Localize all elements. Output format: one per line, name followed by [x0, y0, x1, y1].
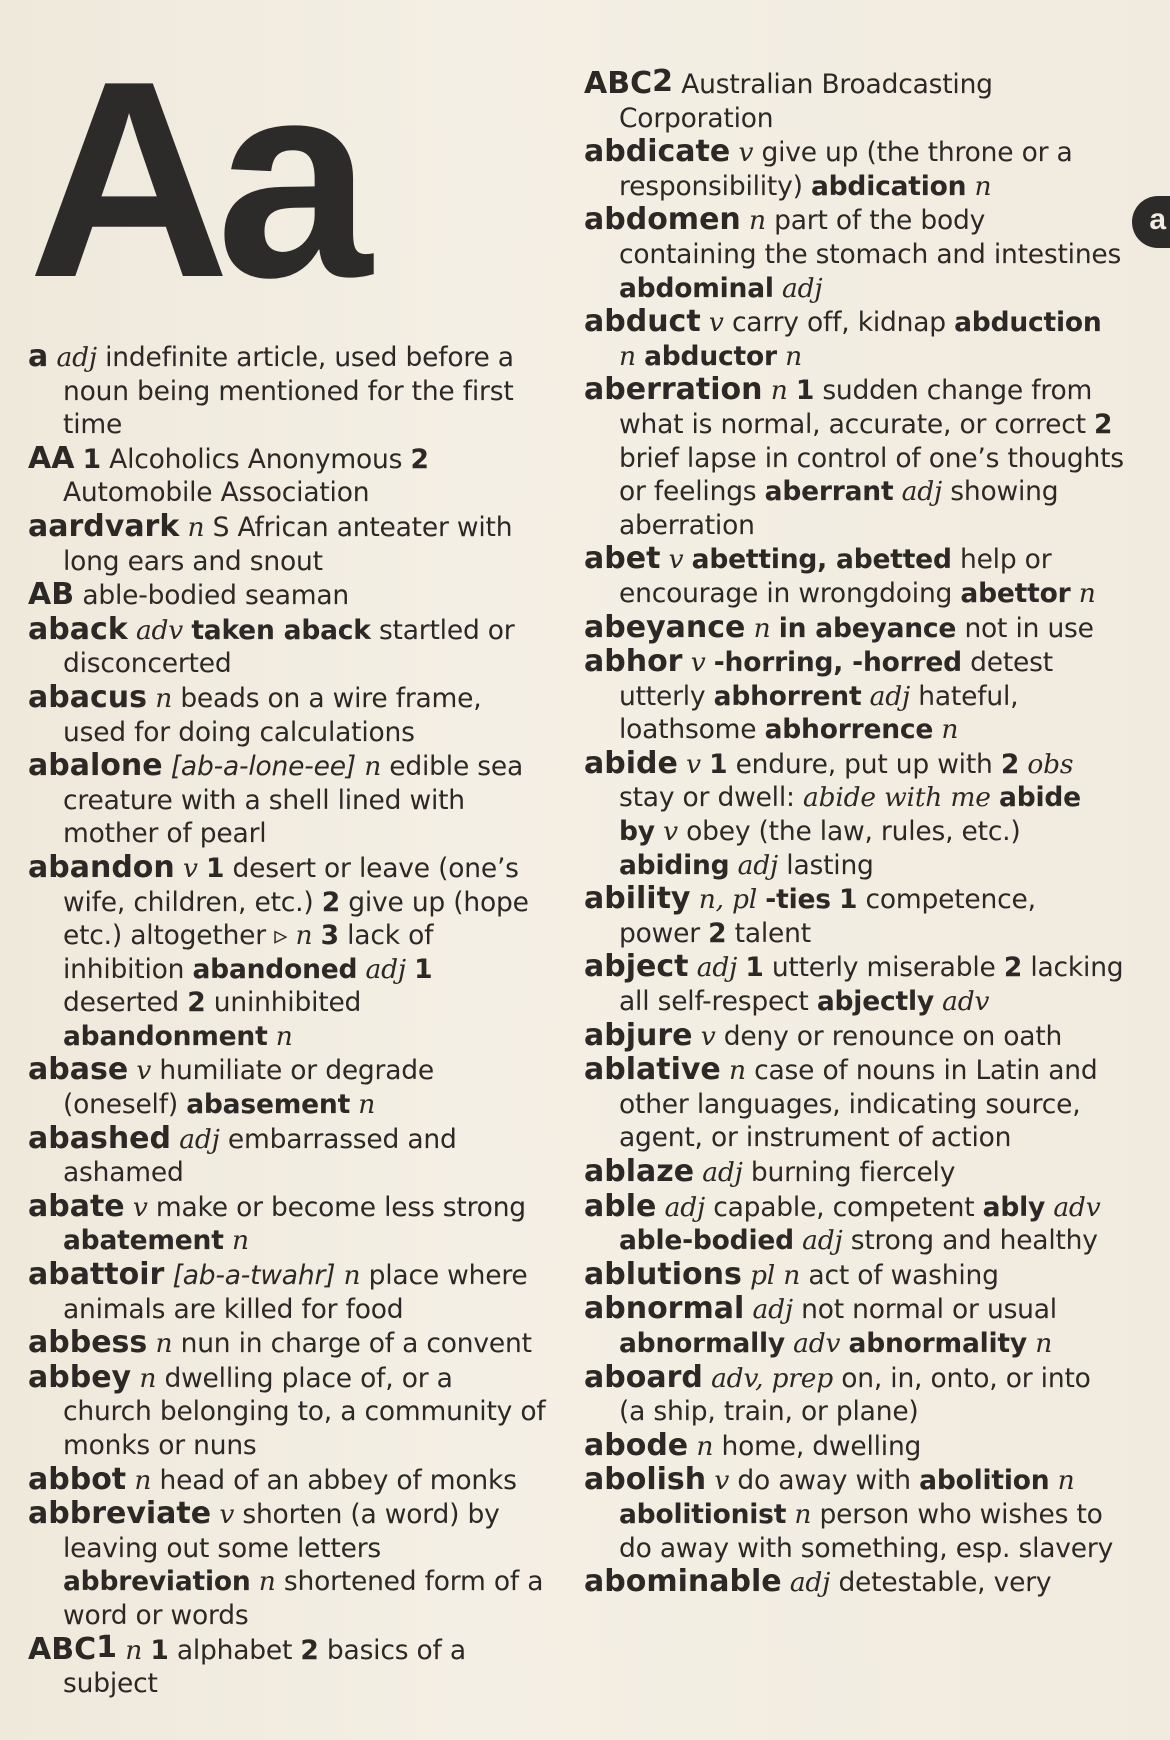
dictionary-entry: abnormal adj not normal or usual abnormally adv abnormality n	[584, 1291, 1057, 1359]
dictionary-entry: abacus n beads on a wire frame, used for doing calculations	[28, 679, 482, 748]
dictionary-entry: abbey n dwelling place of, or a church belonging to, a community of monks or nuns	[28, 1359, 546, 1461]
dictionary-entry: abolish v do away with abolition n abolitionist n person who wishes to do away with something, esp. slavery	[584, 1462, 1114, 1564]
dictionary-entry: abbreviate v shorten (a word) by leaving out some letters abbreviation n shortened form of a word or words	[28, 1496, 544, 1631]
dictionary-entry: abdomen n part of the body containing the stomach and intestines abdominal adj	[584, 202, 1122, 304]
dictionary-entry: ABC$^1$ n 1 alphabet 2 basics of a subject	[28, 1629, 466, 1700]
dictionary-entry: abattoir [ab-a-twahr] n place where animals are killed for food	[28, 1257, 528, 1325]
dictionary-entry: aboard adv, prep on, in, onto, or into (a ship, train, or plane)	[584, 1359, 1091, 1428]
dictionary-entry: AA 1 Alcoholics Anonymous 2 Automobile Association	[28, 440, 429, 509]
dictionary-entry: able adj capable, competent ably adv able-bodied adj strong and healthy	[584, 1188, 1101, 1257]
dictionary-entry: abandon v 1 desert or leave (one’s wife, children, etc.) 2 give up (hope etc.) altogether ▹ n 3 lack of inhibition abandoned adj 1 deserted 2 uninhibited abandonment n	[28, 849, 529, 1052]
thumb-index-tab: a	[1132, 196, 1170, 248]
dictionary-entry: abase v humiliate or degrade (oneself) abasement n	[28, 1052, 435, 1121]
dictionary-entry: aback adv taken aback startled or disconcerted	[28, 611, 515, 680]
dictionary-entry: abjure v deny or renounce on oath	[584, 1017, 1063, 1053]
section-letter-heading: Aa	[28, 24, 358, 336]
dictionary-entry: abominable adj detestable, very	[584, 1564, 1052, 1600]
dictionary-entry: aardvark n S African anteater with long ears and snout	[28, 508, 513, 577]
dictionary-entry: ABC$^2$ Australian Broadcasting Corporation	[584, 64, 993, 134]
dictionary-entry: aberration n 1 sudden change from what is normal, accurate, or correct 2 brief lapse in control of one’s thoughts or feelings aberrant adj showing aberration	[584, 372, 1124, 541]
dictionary-entry: abate v make or become less strong abatement n	[28, 1188, 526, 1257]
dictionary-entry: ablative n case of nouns in Latin and other languages, indicating source, agent, or instrument of action	[584, 1052, 1098, 1154]
dictionary-entry: abject adj 1 utterly miserable 2 lacking all self-respect abjectly adv	[584, 949, 1124, 1018]
dictionary-entry: abashed adj embarrassed and ashamed	[28, 1120, 457, 1189]
dictionary-entry: abbess n nun in charge of a convent	[28, 1325, 532, 1361]
dictionary-entry: abode n home, dwelling	[584, 1427, 922, 1463]
dictionary-entry: AB able-bodied seaman	[28, 577, 349, 613]
dictionary-entry: abalone [ab-a-lone-ee] n edible sea creature with a shell lined with mother of pearl	[28, 748, 524, 850]
dictionary-entry: abet v abetting, abetted help or encourage in wrongdoing abettor n	[584, 541, 1096, 609]
dictionary-entry: abbot n head of an abbey of monks	[28, 1461, 517, 1497]
dictionary-entry: abduct v carry off, kidnap abduction n abductor n	[584, 304, 1102, 372]
dictionary-entry: abide v 1 endure, put up with 2 obs stay or dwell: abide with me abide by v obey (the law, rules, etc.) abiding adj lasting	[584, 745, 1081, 881]
left-column	[28, 340, 548, 1701]
dictionary-entry: ablaze adj burning fiercely	[584, 1154, 956, 1189]
right-column	[584, 64, 1124, 1600]
dictionary-entry: a adj indefinite article, used before a noun being mentioned for the first time	[28, 339, 514, 441]
dictionary-entry: ablutions pl n act of washing	[584, 1256, 999, 1292]
dictionary-entry: ability n, pl -ties 1 competence, power 2 talent	[584, 881, 1036, 949]
dictionary-entry: abeyance n in abeyance not in use	[584, 609, 1094, 645]
dictionary-entry: abdicate v give up (the throne or a responsibility) abdication n	[584, 134, 1073, 202]
dictionary-entry: abhor v -horring, -horred detest utterly abhorrent adj hateful, loathsome abhorrence n	[584, 644, 1053, 746]
